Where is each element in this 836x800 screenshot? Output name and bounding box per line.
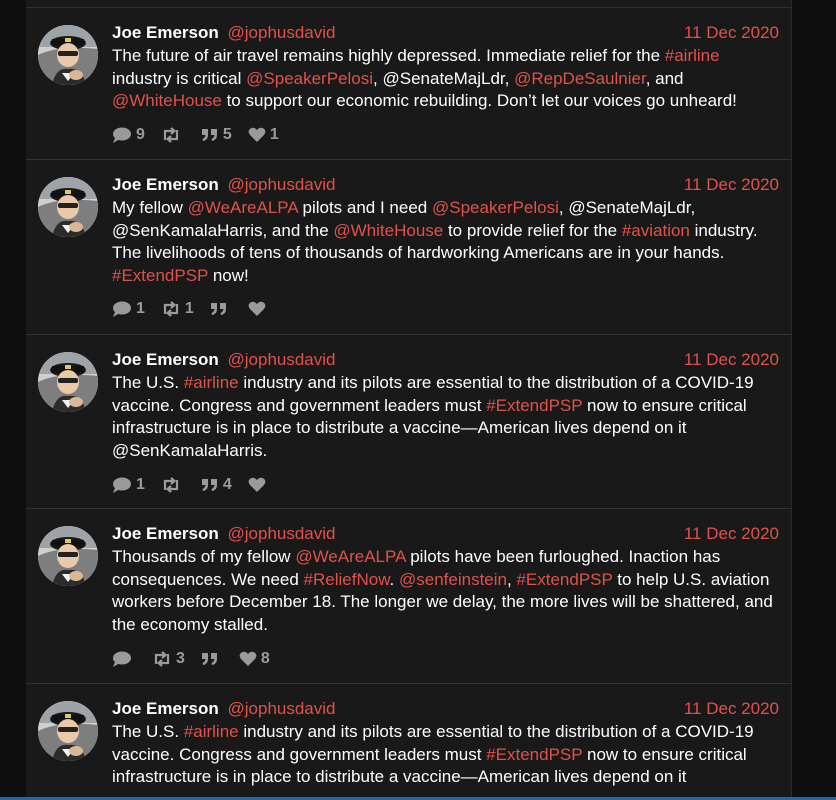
hashtag-link[interactable]: #airline — [183, 722, 239, 741]
author-handle[interactable]: @jophusdavid — [227, 175, 336, 194]
tweet-text-segment: industry and its pilots are essential to the distribution of a COVID-19 vaccine. Congress and government leaders must — [112, 722, 754, 764]
tweet-text-segment: pilots have been furloughed. Inaction has consequences. We need — [112, 547, 721, 589]
tweet-text-segment: The future of air travel remains highly depressed. Immediate relief for the — [112, 46, 665, 65]
heart-icon — [248, 477, 266, 493]
tweet[interactable] — [26, 335, 791, 509]
tweet-text-segment: Thousands of my fellow — [112, 547, 296, 566]
mention-link[interactable]: @senfeinstein — [399, 569, 507, 589]
tweet-actions — [112, 126, 295, 144]
author-name[interactable]: Joe Emerson — [112, 524, 219, 543]
reply-count: 1 — [136, 300, 145, 317]
hashtag-link[interactable]: #ExtendPSP — [112, 265, 209, 285]
retweet-button[interactable] — [152, 650, 185, 668]
tweet-text — [112, 721, 779, 789]
hashtag-link[interactable]: #ExtendPSP — [486, 395, 583, 415]
tweet-text-segment: now to ensure critical infrastructure is in place to distribute a vaccine—American lives depend on it — [112, 744, 747, 786]
reply-count: 9 — [136, 126, 145, 143]
like-count: 8 — [260, 650, 270, 667]
tweet-text-segment: industry. The livelihoods of tens of thousands of hardworking Americans are in your hands. — [112, 220, 758, 262]
tweet[interactable] — [26, 684, 791, 800]
like-button[interactable] — [239, 650, 270, 668]
tweet-text-segment: industry is critical — [112, 68, 247, 88]
like-count: 1 — [269, 126, 279, 143]
tweet-text-segment: . — [389, 569, 399, 589]
tweet-text-segment: to support our economic rebuilding. Don’t let our voices go unheard! — [221, 91, 737, 110]
tweet-date[interactable]: 11 Dec 2020 — [683, 524, 779, 543]
avatar[interactable] — [38, 25, 98, 85]
mention-link[interactable]: @WhiteHouse — [112, 91, 222, 110]
quote-button[interactable] — [201, 126, 232, 144]
heart-icon — [248, 301, 266, 317]
mention-link[interactable]: @RepDeSaulnier — [514, 68, 646, 88]
reply-count: 1 — [136, 476, 145, 493]
author-name[interactable]: Joe Emerson — [112, 350, 219, 369]
retweet-count: 3 — [176, 650, 185, 667]
hashtag-link[interactable]: #ExtendPSP — [516, 569, 613, 589]
heart-icon — [239, 651, 257, 667]
avatar[interactable] — [38, 177, 98, 237]
quote-icon — [201, 128, 219, 142]
author-handle[interactable]: @jophusdavid — [227, 699, 336, 718]
speech-bubble-icon — [112, 127, 132, 143]
mention-link[interactable]: @WeAreALPA — [295, 547, 406, 566]
retweet-icon — [161, 477, 181, 493]
tweet-date[interactable]: 11 Dec 2020 — [683, 175, 779, 194]
like-button[interactable] — [248, 301, 270, 317]
author-name[interactable]: Joe Emerson — [112, 699, 219, 718]
tweet[interactable] — [26, 509, 791, 684]
speech-bubble-icon — [112, 477, 132, 493]
tweet-text-segment: now to ensure critical infrastructure is in place to distribute a vaccine—American lives depend on it @SenKamalaHarris. — [112, 395, 747, 460]
avatar[interactable] — [38, 352, 98, 412]
tweet-text-segment: The U.S. — [112, 373, 184, 392]
avatar[interactable] — [38, 701, 98, 761]
mention-link[interactable]: @SpeakerPelosi — [431, 198, 559, 217]
tweet-text — [112, 45, 779, 113]
hashtag-link[interactable]: #ReliefNow — [303, 569, 390, 589]
like-button[interactable] — [248, 477, 270, 493]
tweet-text-segment: pilots and I need — [297, 198, 432, 217]
author-handle[interactable]: @jophusdavid — [227, 524, 336, 543]
reply-button[interactable] — [112, 476, 145, 494]
tweet-feed — [26, 0, 792, 800]
tweet-actions — [112, 300, 286, 318]
tweet-text-segment: , @SenateMajLdr, — [373, 68, 515, 88]
tweet-text-segment: industry and its pilots are essential to the distribution of a COVID-19 vaccine. Congress and government leaders must — [112, 373, 754, 415]
tweet-text-segment: , @SenateMajLdr, @SenKamalaHarris, and the — [112, 198, 696, 240]
tweet-actions — [112, 650, 286, 668]
tweet-text — [112, 372, 779, 462]
hashtag-link[interactable]: #ExtendPSP — [486, 744, 583, 764]
speech-bubble-icon — [112, 301, 132, 317]
tweet-date[interactable]: 11 Dec 2020 — [683, 350, 779, 369]
author-name[interactable]: Joe Emerson — [112, 23, 219, 42]
reply-button[interactable] — [112, 300, 145, 318]
quote-button[interactable] — [201, 476, 232, 494]
author-handle[interactable]: @jophusdavid — [227, 23, 336, 42]
tweet-text-segment: My fellow — [112, 198, 188, 217]
reply-button[interactable] — [112, 651, 136, 667]
tweet-actions — [112, 476, 286, 494]
tweet-text-segment: to provide relief for the — [443, 220, 622, 240]
quote-icon — [201, 478, 219, 492]
tweet-text — [112, 197, 779, 287]
author-handle[interactable]: @jophusdavid — [227, 350, 336, 369]
speech-bubble-icon — [112, 651, 132, 667]
quote-button[interactable] — [201, 652, 223, 666]
retweet-icon — [161, 127, 181, 143]
tweet-text-segment: , — [507, 569, 517, 589]
mention-link[interactable]: @SpeakerPelosi — [246, 68, 374, 88]
hashtag-link[interactable]: #airline — [183, 373, 239, 392]
tweet-text — [112, 546, 779, 636]
tweet-date[interactable]: 11 Dec 2020 — [683, 699, 779, 718]
tweet-text-segment: to help U.S. aviation workers before December 18. The longer we delay, the more lives will be shattered, and the economy stalled. — [112, 569, 773, 634]
quote-icon — [201, 652, 219, 666]
tweet-text-segment: , and — [645, 68, 684, 88]
tweet-text-segment: now! — [208, 265, 249, 285]
tweet-date[interactable]: 11 Dec 2020 — [683, 23, 779, 42]
reply-button[interactable] — [112, 126, 145, 144]
tweet[interactable] — [26, 8, 791, 160]
quote-count: 5 — [222, 126, 232, 143]
quote-button[interactable] — [210, 302, 232, 316]
quote-count: 4 — [222, 476, 232, 493]
tweet-text-segment: The U.S. — [112, 722, 184, 741]
retweet-count: 1 — [184, 300, 194, 317]
retweet-icon — [152, 651, 172, 667]
quote-icon — [210, 302, 228, 316]
retweet-button[interactable] — [161, 300, 194, 318]
like-button[interactable] — [248, 126, 279, 144]
hashtag-link[interactable]: #airline — [664, 46, 720, 65]
retweet-button[interactable] — [161, 477, 185, 493]
avatar[interactable] — [38, 526, 98, 586]
retweet-button[interactable] — [161, 127, 185, 143]
mention-link[interactable]: @WeAreALPA — [187, 198, 298, 217]
author-name[interactable]: Joe Emerson — [112, 175, 219, 194]
feed-top-divider — [26, 0, 791, 8]
hashtag-link[interactable]: #aviation — [621, 220, 690, 240]
tweet[interactable] — [26, 160, 791, 335]
retweet-icon — [161, 301, 181, 317]
heart-icon — [248, 127, 266, 143]
mention-link[interactable]: @WhiteHouse — [333, 220, 444, 240]
